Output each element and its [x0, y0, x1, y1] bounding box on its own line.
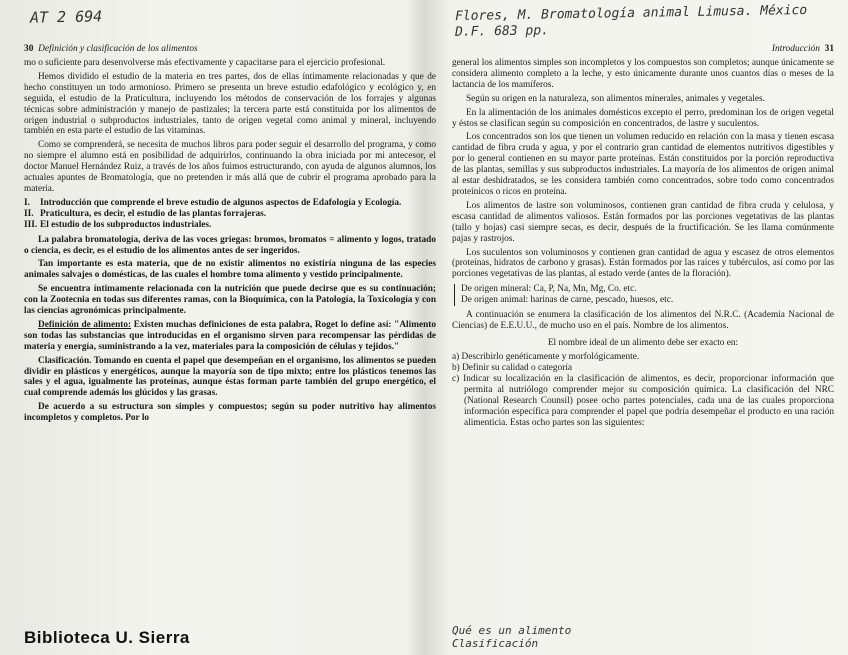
list-item: II. Praticultura, es decir, el estudio de las plantas forrajeras.	[24, 208, 267, 219]
right-running-head	[452, 44, 834, 54]
page-number: 30	[24, 44, 34, 54]
running-head-title: Introducción	[771, 44, 820, 54]
paragraph: En la alimentación de los animales domésticos excepto el perro, predominan los de origen vegetal y éstos se clasifican según su composición en concentrados, de lastre y suculentos.	[452, 107, 834, 129]
definition-heading: Definición de alimento:	[38, 319, 132, 330]
handwritten-note-line: Clasificación	[452, 637, 539, 650]
classification-text: Tomando en cuenta el papel que desempeñan en el organismo, los alimentos se pueden dividir en plásticos y energéticos, aunque la mayoría son de tipo mixto; entre los plásticos tenemos las sales y el agua, igualmente las proteínas, aunque éstas forman parte también del grupo energético, el cual comprende además los glúcidos y las grasas.	[24, 355, 436, 399]
contents-list	[24, 198, 436, 231]
list-item: I. Introducción que comprende el breve estudio de algunos aspectos de Edafología y Ecología.	[24, 197, 402, 208]
right-body	[452, 58, 834, 429]
origin-animal: De origen animal: harinas de carne, pescado, huesos, etc.	[461, 295, 674, 306]
left-page	[24, 44, 436, 633]
handwritten-note-line: Qué es un alimento	[452, 624, 572, 637]
right-page	[452, 44, 834, 633]
definition-text: Existen muchas definiciones de esta palabra, Roget lo define así: "Alimento son todas las substancias que introducidas en el organismo sirven para recompensar las pérdidas de materia y energía, suministrando a la vez, materiales para la composición de células y tejidos."	[24, 319, 436, 352]
list-item: b) Definir su calidad o categoría	[452, 363, 573, 374]
handwritten-call-number: AT 2 694	[29, 7, 103, 27]
list-item: a) Describirlo genéticamente y morfológicamente.	[452, 352, 640, 363]
paragraph: Tan importante es esta materia, que de no existir alimentos no existiría ninguna de las especies animales salvajes o domésticas, de las cuales el hombre toma alimento y vestido principalmente.	[24, 259, 436, 281]
paragraph: A continuación se enumera la clasificación de los alimentos del N.R.C. (Academia Nacional de Ciencias) de E.E.U.U., de mucho uso en el país. Nombre de los alimentos.	[452, 310, 834, 332]
running-head-title: Definición y clasificación de los alimentos	[38, 44, 198, 54]
paragraph: Como se comprenderá, se necesita de muchos libros para poder seguir el desarrollo del programa, y como no siempre el alumno está en posibilidad de adquirirlos, continuando la obra iniciada por mi antecesor, el doctor Manuel Hernández Ruiz, a través de los años fuimos estructurando, con ayuda de algunos alumnos, los actuales apuntes de Bromatología, que no pretenden ir más allá que de cubrir el programa aprobado para la materia.	[24, 140, 436, 194]
handwritten-note	[452, 624, 571, 650]
origin-bracket	[454, 284, 834, 306]
library-stamp: Biblioteca U. Sierra	[24, 628, 190, 647]
ideal-name-line: El nombre ideal de un alimento debe ser exacto en:	[547, 338, 739, 349]
origin-mineral: De origen mineral: Ca, P, Na, Mn, Mg, Co. etc.	[461, 284, 637, 295]
list-item: III. El estudio de los subproductos industriales.	[24, 219, 212, 230]
page-number: 31	[824, 44, 834, 54]
paragraph: Hemos dividido el estudio de la materia en tres partes, dos de ellas íntimamente relacionadas y que de hecho constituyen un todo armonioso. Primero se presenta un breve estudio edafológico y ecológico y, en seguida, el estudio de la Praticultura, incluyendo los métodos de conservación de los forrajes y algunas técnicas sobre administración y manejo de pastizales; la tercera parte está constituida por los alimentos de origen industrial o subproductos industriales, tanto de origen vegetal como animal y mineral, incluyendo también en esta parte el estudio de las vitaminas.	[24, 71, 436, 137]
classification-heading: Clasificación.	[38, 355, 92, 366]
classification-paragraph	[24, 356, 436, 400]
paragraph: Los suculentos son voluminosos y contienen gran cantidad de agua y escasez de otros elementos (proteínas, hidratos de carbono y grasas). Están formados por las raíces y tubérculos, así como por las porciones vegetativas de las plantas, al estado verde (antes de la floración).	[452, 247, 834, 280]
left-running-head	[24, 44, 436, 54]
list-item: c) Indicar su localización en la clasificación de alimentos, es decir, proporcionar información que permita al nutriólogo comprender mejor su composición química. La clasificación del NRC (National Research Counsil) posee ocho partes potenciales, cada una de las cuales proporciona información específica para comprender el papel que podría desempeñar el producto en una ración alimenticia. Estas ocho partes son las siguientes:	[452, 374, 834, 429]
paragraph: Según su origen en la naturaleza, son alimentos minerales, animales y vegetales.	[466, 93, 765, 104]
criteria-list	[452, 352, 834, 429]
paragraph: Los concentrados son los que tienen un volumen reducido en relación con la masa y tienen escasa cantidad de fibra cruda y agua, y por el contrario gran cantidad de elementos nutritivos digestibles y por lo general contienen en su mayor parte proteínas. Están constituidos por la porción reproductiva de las plantas, semillas y sus subproductos industriales. La mayoría de los alimentos de origen animal al estar deshidratados, se les considera también como concentrados, sobre todo como concentrados proteínicos o ricos en proteína.	[452, 132, 834, 197]
handwritten-citation-pages: D.F. 683 pp.	[454, 23, 550, 40]
paragraph: general los alimentos simples son incompletos y los compuestos son completos; aunque únicamente se considera alimento completo a la leche, y esto únicamente durante unos cuantos días o meses de la lactancia de los mamíferos.	[452, 58, 834, 90]
paragraph: Se encuentra íntimamente relacionada con la nutrición que puede decirse que es su continuación; con la Zootecnia en todas sus diferentes ramas, con la Bioquímica, con la Patología, la Toxicología y con las ciencias agronómicas principalmente.	[24, 284, 436, 317]
paragraph: mo o suficiente para desenvolverse más efectivamente y capacitarse para el ejercicio profesional.	[24, 58, 386, 68]
left-body	[24, 58, 436, 424]
paragraph: Los alimentos de lastre son voluminosos, contienen gran cantidad de fibra cruda y celulosa, y escasa cantidad de alimentos valiosos. Están formados por las porciones vegetativas de las plantas (tallo y hojas) casi siempre secas, es decir, después de la fructificación. Se les llama comúnmente pajas y rastrojos.	[452, 200, 834, 244]
paragraph: La palabra bromatología, deriva de las voces griegas: bromos, bromatos = alimento y logos, tratado o ciencia, es decir, es el estudio de los alimentos antes de ser ingeridos.	[24, 234, 436, 256]
paragraph: De acuerdo a su estructura son simples y compuestos; según su poder nutritivo hay alimentos incompletos y completos. Por lo	[24, 402, 436, 424]
handwritten-citation: Flores, M. Bromatología animal Limusa. México	[454, 2, 808, 25]
definition-paragraph	[24, 320, 436, 353]
